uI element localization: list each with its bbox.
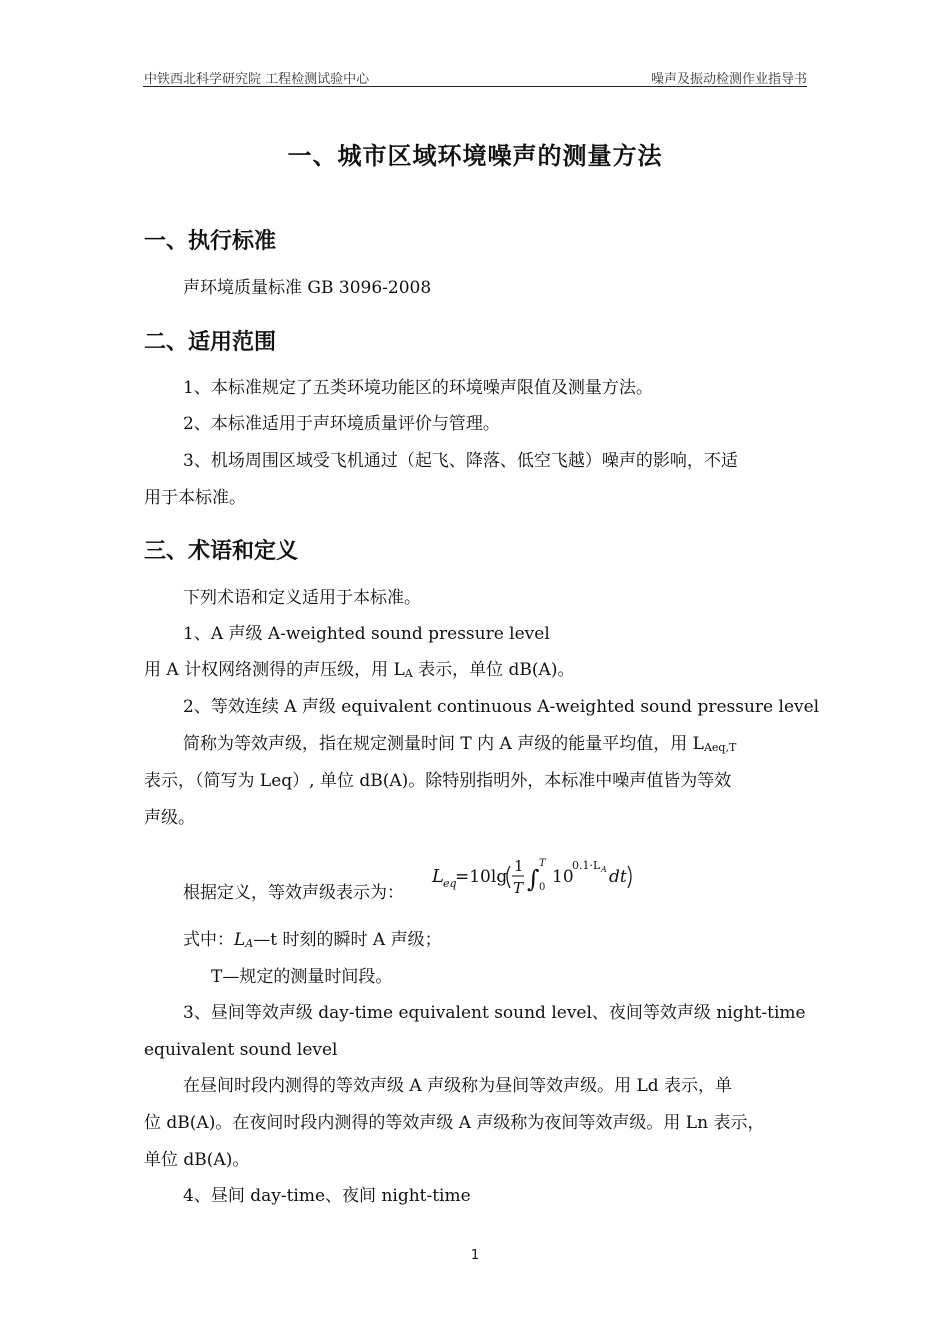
formula-where-t: T—规定的测量时间段。 — [211, 967, 393, 987]
term-1-def-text-b: 表示，单位 dB(A)。 — [412, 660, 575, 680]
formula-integral-lower: 0 — [539, 882, 546, 893]
header-doc-title: 噪声及振动检测作业指导书 — [650, 72, 807, 87]
scope-item-3-line1: 3、机场周围区域受飞机通过（起飞、降落、低空飞越）噪声的影响，不适 — [183, 451, 738, 471]
terms-intro: 下列术语和定义适用于本标准。 — [183, 588, 421, 608]
page-title: 一、城市区域环境噪声的测量方法 — [287, 142, 663, 170]
term-1-definition — [144, 659, 574, 685]
formula-integral-sign: ∫ — [527, 865, 540, 893]
where-prefix: 式中： — [183, 930, 234, 950]
formula-integral-upper: T — [539, 858, 546, 869]
term-3-title-line1: 3、昼间等效声级 day-time equivalent sound level、夜间等效声级 night-time — [183, 1003, 806, 1023]
formula-equals-lg: =10lg — [455, 867, 508, 887]
section-heading-terms: 三、术语和定义 — [144, 539, 299, 564]
section-heading-scope: 二、适用范围 — [144, 330, 277, 355]
leq-formula — [430, 852, 650, 902]
term-2-title: 2、等效连续 A 声级 equivalent continuous A-weighted sound pressure level — [183, 697, 820, 717]
formula-dt: dt — [609, 867, 627, 887]
formula-base: 10 — [552, 867, 574, 887]
formula-right-paren — [628, 866, 631, 888]
standard-line: 声环境质量标准 GB 3096-2008 — [183, 278, 432, 298]
header-institution: 中铁西北科学研究院 工程检测试验中心 — [144, 72, 370, 87]
term-2-definition-line2: 表示，（简写为 Leq）, 单位 dB(A)。除特别指明外，本标准中噪声值皆为等效 — [144, 771, 732, 791]
term-3-definition-line3: 单位 dB(A)。 — [144, 1150, 250, 1170]
term-1-def-subscript: A — [404, 667, 413, 680]
formula-numerator: 1 — [514, 857, 524, 875]
formula-lhs-sub: eq — [443, 877, 457, 890]
formula-exponent: 0.1·L — [572, 859, 601, 872]
term-4-title: 4、昼间 day-time、夜间 night-time — [183, 1186, 471, 1206]
term-3-definition-line1: 在昼间时段内测得的等效声级 A 声级称为昼间等效声级。用 Ld 表示，单 — [183, 1076, 733, 1096]
term-2-def-comma: , — [725, 741, 729, 754]
term-3-title-line2: equivalent sound level — [144, 1040, 338, 1060]
scope-item-3-line2: 用于本标准。 — [144, 488, 246, 508]
term-2-definition-line1 — [183, 733, 736, 759]
where-la-sub: A — [245, 937, 254, 950]
formula-denominator: T — [513, 879, 524, 897]
formula-where-la — [183, 929, 442, 955]
where-la-symbol: L — [234, 930, 246, 950]
term-1-title: 1、A 声级 A-weighted sound pressure level — [183, 624, 550, 644]
header-rule — [143, 86, 807, 87]
formula-exponent-sub: A — [601, 865, 607, 874]
term-2-def-text-a: 简称为等效声级，指在规定测量时间 T 内 A 声级的能量平均值，用 L — [183, 734, 704, 754]
formula-lhs: L — [432, 866, 444, 887]
term-2-definition-line3: 声级。 — [144, 808, 195, 828]
term-2-def-subscript-aeq: Aeq — [703, 741, 726, 754]
scope-item-1: 1、本标准规定了五类环境功能区的环境噪声限值及测量方法。 — [183, 378, 653, 398]
formula-intro: 根据定义，等效声级表示为： — [183, 883, 404, 903]
scope-item-2: 2、本标准适用于声环境质量评价与管理。 — [183, 414, 500, 434]
page-number: 1 — [470, 1248, 480, 1263]
term-1-def-text-a: 用 A 计权网络测得的声压级，用 L — [144, 660, 405, 680]
term-2-def-subscript-t: T — [728, 741, 737, 754]
section-heading-standard: 一、执行标准 — [144, 229, 277, 254]
term-3-definition-line2: 位 dB(A)。在夜间时段内测得的等效声级 A 声级称为夜间等效声级。用 Ln 表示， — [144, 1113, 765, 1133]
where-la-text: —t 时刻的瞬时 A 声级； — [253, 930, 442, 950]
formula-left-paren — [507, 866, 510, 888]
